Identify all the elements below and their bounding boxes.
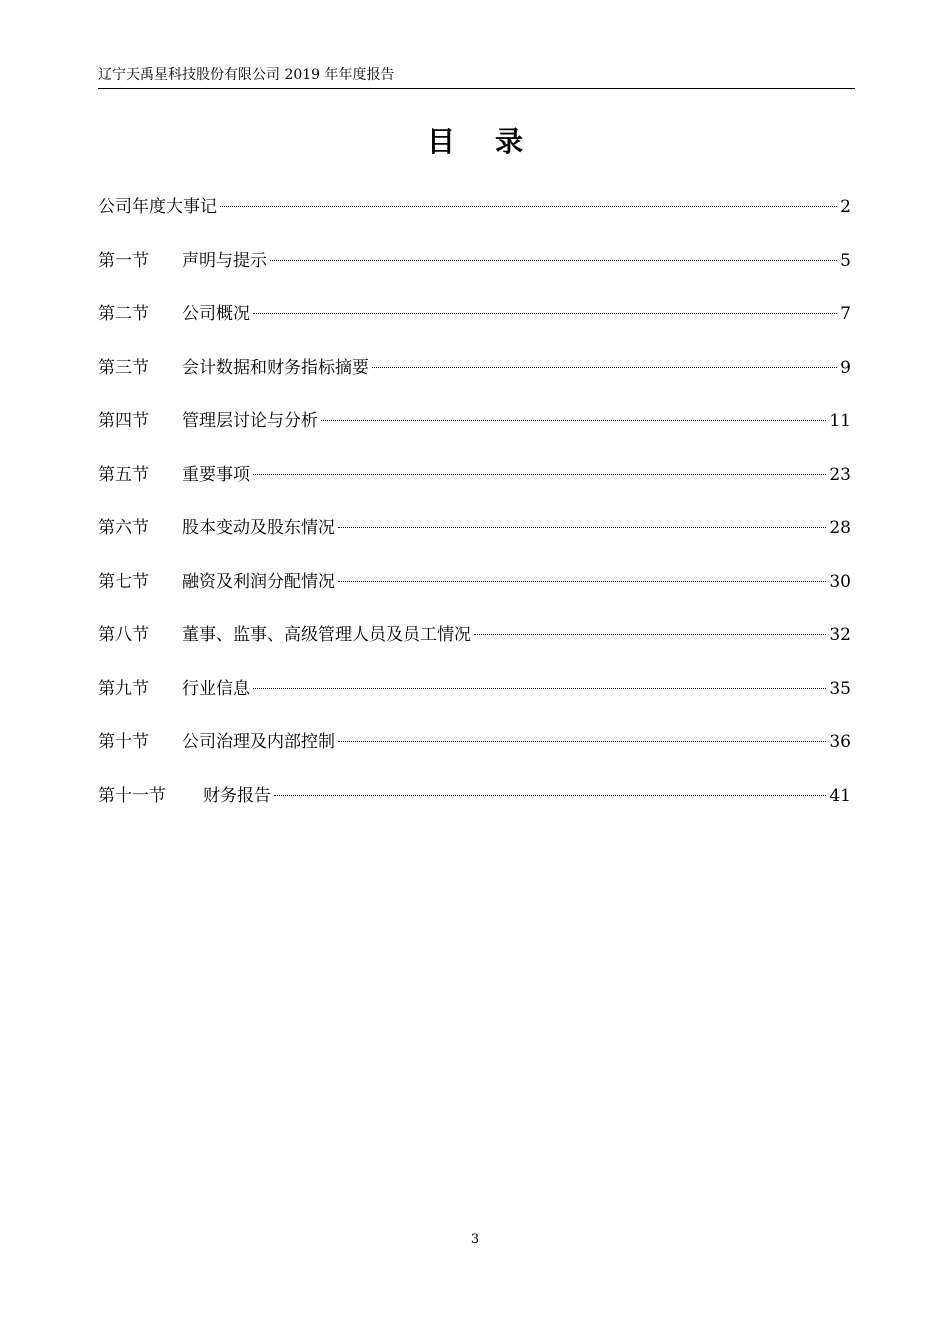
toc-entry-page: 35 xyxy=(829,678,851,699)
toc-dot-leader xyxy=(270,260,837,261)
toc-entry-title: 财务报告 xyxy=(203,785,271,806)
toc-entry-title: 管理层讨论与分析 xyxy=(182,411,318,431)
toc-entry-section: 第七节 xyxy=(98,571,149,592)
toc-entry-title: 股本变动及股东情况 xyxy=(182,518,335,538)
toc-entry-section: 第五节 xyxy=(98,464,149,485)
toc-entry-page: 5 xyxy=(840,250,851,271)
toc-entry-section-1[interactable] xyxy=(98,244,851,298)
toc-entry-section: 第十一节 xyxy=(98,785,166,806)
toc-dot-leader xyxy=(220,206,837,207)
toc-entry-section-3[interactable] xyxy=(98,351,851,405)
toc-entry-section: 第八节 xyxy=(98,625,149,645)
toc-dot-leader xyxy=(321,420,826,421)
toc-dot-leader xyxy=(253,688,826,689)
toc-entry-section-11[interactable] xyxy=(98,779,851,833)
toc-entry-title: 融资及利润分配情况 xyxy=(182,571,335,592)
toc-dot-leader xyxy=(253,474,826,475)
toc-entry-section-6[interactable] xyxy=(98,511,851,565)
toc-entry-page: 32 xyxy=(829,625,851,645)
toc-entry-section-4[interactable] xyxy=(98,404,851,458)
toc-entry-section-2[interactable] xyxy=(98,297,851,351)
toc-entry-section-7[interactable] xyxy=(98,565,851,619)
toc-entry-section: 第一节 xyxy=(98,250,149,271)
toc-entry-page: 9 xyxy=(840,357,851,378)
toc-entry-page: 7 xyxy=(840,304,851,324)
toc-entry-section: 第四节 xyxy=(98,411,149,431)
page-number: 3 xyxy=(470,1232,480,1247)
toc-entry-title: 公司年度大事记 xyxy=(98,197,217,217)
header-text: 辽宁天禹星科技股份有限公司 2019 年年度报告 xyxy=(98,67,395,83)
toc-entry-highlights[interactable] xyxy=(98,190,851,244)
table-of-contents xyxy=(98,190,851,832)
toc-entry-section: 第九节 xyxy=(98,678,149,699)
toc-entry-page: 28 xyxy=(829,518,851,538)
toc-entry-title: 重要事项 xyxy=(182,464,250,485)
toc-entry-title: 行业信息 xyxy=(182,678,250,699)
page-header xyxy=(98,66,855,89)
toc-entry-page: 23 xyxy=(829,464,851,485)
toc-dot-leader xyxy=(338,741,826,742)
toc-entry-section: 第二节 xyxy=(98,304,149,324)
toc-entry-title: 公司治理及内部控制 xyxy=(182,732,335,752)
toc-entry-section-9[interactable] xyxy=(98,672,851,726)
toc-dot-leader xyxy=(253,313,837,314)
toc-entry-title: 公司概况 xyxy=(182,304,250,324)
toc-entry-page: 36 xyxy=(829,732,851,752)
toc-entry-section-5[interactable] xyxy=(98,458,851,512)
toc-entry-page: 41 xyxy=(829,785,851,806)
page-title: 目录 xyxy=(426,125,563,158)
toc-entry-page: 2 xyxy=(840,197,851,217)
toc-entry-section-8[interactable] xyxy=(98,618,851,672)
toc-dot-leader xyxy=(338,527,826,528)
toc-dot-leader xyxy=(372,367,837,368)
toc-entry-title: 会计数据和财务指标摘要 xyxy=(182,357,369,378)
toc-entry-title: 董事、监事、高级管理人员及员工情况 xyxy=(182,625,471,645)
toc-entry-page: 30 xyxy=(829,571,851,592)
toc-dot-leader xyxy=(338,581,826,582)
toc-entry-section: 第十节 xyxy=(98,732,149,752)
toc-entry-section: 第六节 xyxy=(98,518,149,538)
toc-entry-title: 声明与提示 xyxy=(182,250,267,271)
toc-entry-section-10[interactable] xyxy=(98,725,851,779)
toc-entry-section: 第三节 xyxy=(98,357,149,378)
toc-dot-leader xyxy=(474,634,826,635)
toc-entry-page: 11 xyxy=(829,411,851,431)
toc-dot-leader xyxy=(274,795,826,796)
